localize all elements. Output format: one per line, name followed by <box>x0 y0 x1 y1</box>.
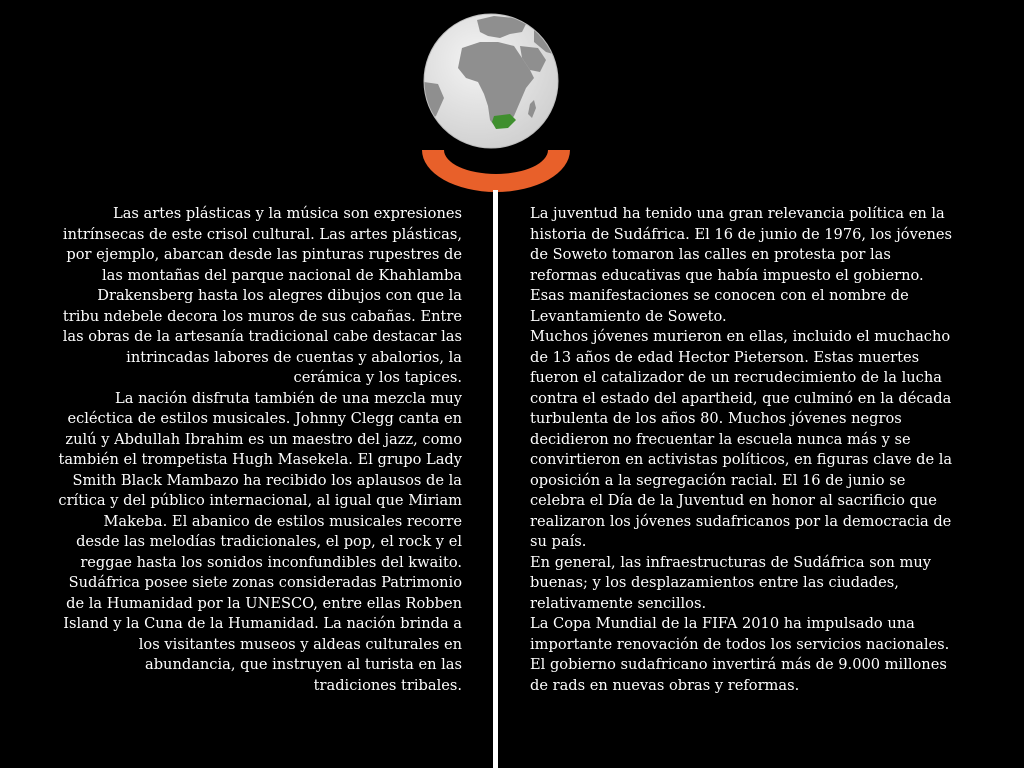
right-paragraph-4: La Copa Mundial de la FIFA 2010 ha impulsado una importante renovación de todos los servicios nacionales. El gobierno sudafricano invertirá más de 9.000 millones de rads en nuevas obras y reformas. <box>530 615 950 694</box>
left-paragraph-3: Sudáfrica posee siete zonas consideradas Patrimonio de la Humanidad por la UNESCO, entre ellas Robben Island y la Cuna de la Humanidad. La nación brinda a los visitantes museos y aldeas culturales en abundancia, que instruyen al turista en las tradiciones tribales. <box>63 574 462 694</box>
column-divider <box>493 190 498 768</box>
right-paragraph-1: La juventud ha tenido una gran relevancia política en la historia de Sudáfrica. El 16 de junio de 1976, los jóvenes de Soweto tomaron las calles en protesta por las reformas educativas que había impuesto el gobierno. Esas manifestaciones se conocen con el nombre de Levantamiento de Soweto. <box>530 205 952 325</box>
decorative-arc <box>422 150 570 192</box>
left-paragraph-1: Las artes plásticas y la música son expresiones intrínsecas de este crisol cultural. Las artes plásticas, por ejemplo, abarcan desde las pinturas rupestres de las montañas del parque nacional de Khahlamba Drakensberg hasta los alegres dibujos con que la tribu ndebele decora los muros de sus cabañas. Entre las obras de la artesanía tradicional cabe destacar las intrincadas labores de cuentas y abalorios, la cerámica y los tapices. <box>62 205 462 386</box>
left-paragraph-2: La nación disfruta también de una mezcla muy ecléctica de estilos musicales. Johnny Clegg canta en zulú y Abdullah Ibrahim es un maestro del jazz, como también el trompetista Hugh Masekela. El grupo Lady Smith Black Mambazo ha recibido los aplausos de la crítica y del público internacional, al igual que Miriam Makeba. El abanico de estilos musicales recorre desde las melodías tradicionales, el pop, el rock y el reggae hasta los sonidos inconfundibles del kwaito. <box>58 389 462 571</box>
left-column <box>58 204 462 696</box>
right-paragraph-2: Muchos jóvenes murieron en ellas, incluido el muchacho de 13 años de edad Hector Pieterson. Estas muertes fueron el catalizador de un recrudecimiento de la lucha contra el estado del apartheid, que culminó en la década turbulenta de los años 80. Muchos jóvenes negros decidieron no frecuentar la escuela nunca más y se convirtieron en activistas políticos, en figuras clave de la oposición a la segregación racial. El 16 de junio se celebra el Día de la Juventud en honor al sacrificio que realizaron los jóvenes sudafricanos por la democracia de su país. <box>530 328 953 550</box>
globe-icon <box>422 12 560 150</box>
right-paragraph-3: En general, las infraestructuras de Sudáfrica son muy buenas; y los desplazamientos entre las ciudades, relativamente sencillos. <box>530 553 931 612</box>
right-column <box>530 204 962 696</box>
